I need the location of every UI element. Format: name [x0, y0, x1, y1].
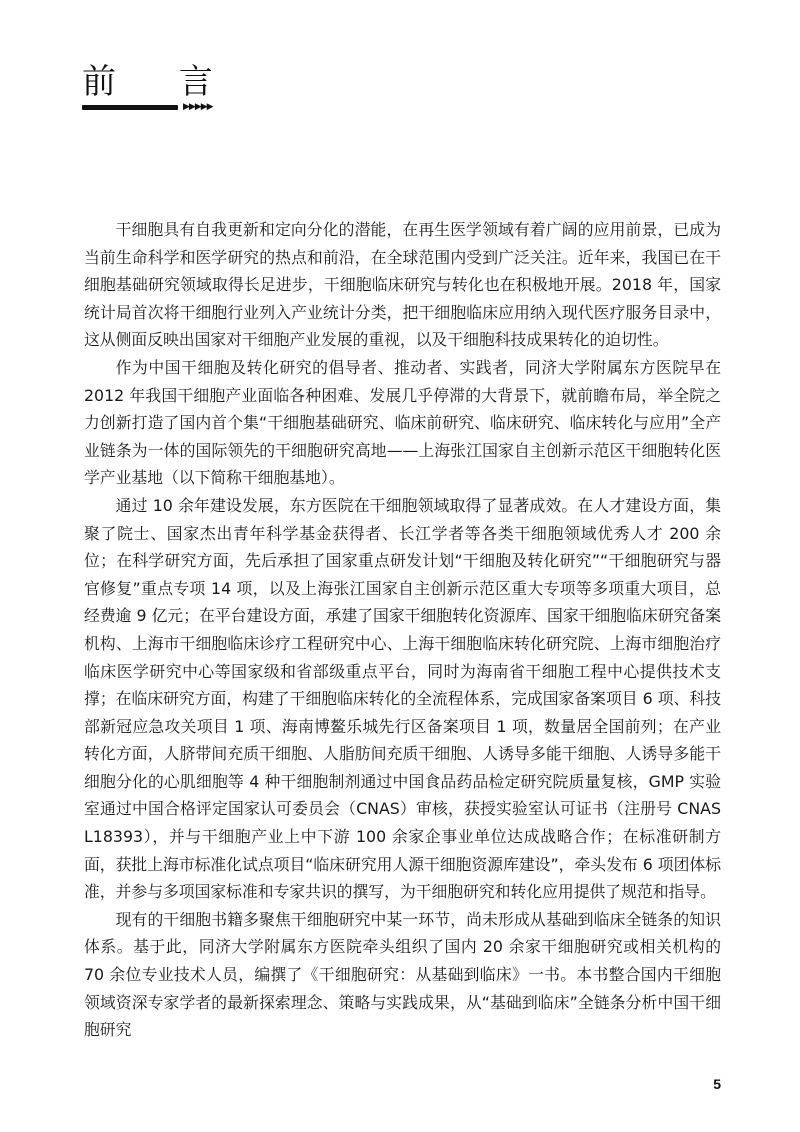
paragraph-1: 干细胞具有自我更新和定向分化的潜能，在再生医学领域有着广阔的应用前景，已成为当前生命科学和医学研究的热点和前沿，在全球范围内受到广泛关注。近年来，我国已在干细胞基础研究领域取得长足进步，干细胞临床研究与转化也在积极地开展。2018 年，国家统计局首次将干细胞行业列入产业统计分类，把干细胞临床应用纳入现代医疗服务目录中，这从侧面反映出国家对干细胞产业发展的重视，以及干细胞科技成果转化的迫切性。 [84, 220, 721, 350]
page-number: 5 [713, 1076, 721, 1092]
page-title: 前 言 [82, 62, 239, 102]
paragraph-3: 通过 10 余年建设发展，东方医院在干细胞领域取得了显著成效。在人才建设方面，集聚了院士、国家杰出青年科学基金获得者、长江学者等各类干细胞领域优秀人才 200 余位；在科学研究方面，先后承担了国家重点研发计划“干细胞及转化研究”“干细胞研究与器官修复”重点专项 14 项，以及上海张江国家自主创新示范区重大专项等多项重大项目，总经费逾 9 亿元；在平台建设方面，承建了国家干细胞转化资源库、国家干细胞临床研究备案机构、上海市干细胞临床诊疗工程研究中心、上海干细胞临床转化研究院、上海市细胞治疗临床医学研究中心等国家级和省部级重点平台，同时为海南省干细胞工程中心提供技术支撑；在临床研究方面，构建了干细胞临床转化的全流程体系，完成国家备案项目 6 项、科技部新冠应急攻关项目 1 项、海南博鳌乐城先行区备案项目 1 项，数量居全国前列；在产业转化方面，人脐带间充质干细胞、人脂肪间充质干细胞、人诱导多能干细胞、人诱导多能干细胞分化的心肌细胞等 4 种干细胞制剂通过中国食品药品检定研究院质量复核，GMP 实验室通过中国合格评定国家认可委员会（CNAS）审核，获授实验室认可证书（注册号 CNAS L18393），并与干细胞产业上中下游 100 余家企事业单位达成战略合作；在标准研制方面，获批上海市标准化试点项目“临床研究用人源干细胞资源库建设”，牵头发布 6 项团体标准，并参与多项国家标准和专家共识的撰写，为干细胞研究和转化应用提供了规范和指导。 [84, 495, 721, 902]
title-underline [82, 105, 178, 110]
arrow-decoration-icon: ▶▶▶▶▶ [183, 102, 213, 112]
paragraph-2: 作为中国干细胞及转化研究的倡导者、推动者、实践者，同济大学附属东方医院早在 2012 年我国干细胞产业面临各种困难、发展几乎停滞的大背景下，就前瞻布局，举全院之力创新打造了国内首个集“干细胞基础研究、临床前研究、临床研究、临床转化与应用”全产业链条为一体的国际领先的干细胞研究高地——上海张江国家自主创新示范区干细胞转化医学产业基地（以下简称干细胞基地）。 [84, 357, 721, 488]
chapter-header [82, 62, 239, 122]
paragraph-4: 现有的干细胞书籍多聚焦干细胞研究中某一环节，尚未形成从基础到临床全链条的知识体系。基于此，同济大学附属东方医院牵头组织了国内 20 余家干细胞研究或相关机构的 70 余位专业技术人员，编撰了《干细胞研究：从基础到临床》一书。本书整合国内干细胞领域资深专家学者的最新探索理念、策略与实践成果，从“基础到临床”全链条分析中国干细胞研究 [84, 909, 721, 1040]
body-text [84, 216, 721, 1044]
